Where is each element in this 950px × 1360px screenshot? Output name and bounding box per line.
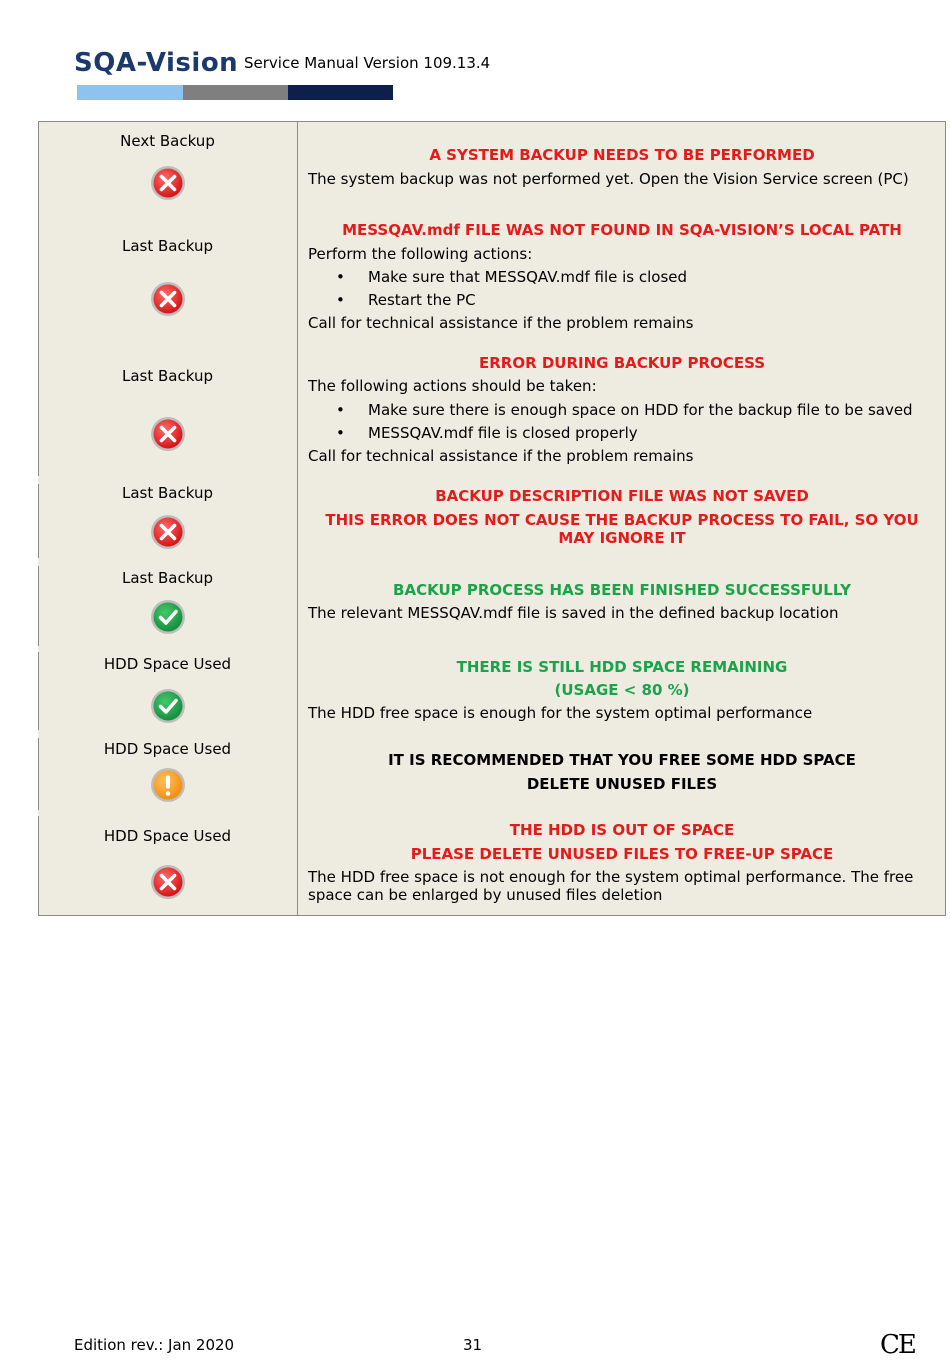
table-row xyxy=(38,810,946,916)
status-label: HDD Space Used xyxy=(103,740,232,758)
table-row xyxy=(38,646,946,730)
table-row xyxy=(38,209,946,344)
status-subtitle: PLEASE DELETE UNUSED FILES TO FREE-UP SPACE xyxy=(410,845,834,863)
status-label: Last Backup xyxy=(122,569,213,587)
status-label: Last Backup xyxy=(122,367,213,385)
manual-version: Service Manual Version 109.13.4 xyxy=(244,54,491,72)
check-icon xyxy=(150,599,186,635)
page-number: 31 xyxy=(463,1336,483,1354)
status-description-line-1: The HDD free space is not enough for the system optimal performance. The free xyxy=(308,868,914,886)
edition-label: Edition rev.: Jan 2020 xyxy=(74,1336,235,1354)
header-bar-dark xyxy=(288,85,393,100)
status-title: THERE IS STILL HDD SPACE REMAINING xyxy=(456,658,788,676)
table-row xyxy=(38,121,946,211)
error-icon xyxy=(150,165,186,201)
table-row xyxy=(38,558,946,647)
status-label: Next Backup xyxy=(120,132,215,150)
status-note-line-2: MAY IGNORE IT xyxy=(558,529,686,547)
error-icon xyxy=(150,416,186,452)
status-description: The system backup was not performed yet. Open the Vision Service screen (PC) xyxy=(308,170,909,188)
list-item: MESSQAV.mdf file is closed properly xyxy=(368,424,638,442)
table-row xyxy=(38,730,946,811)
error-icon xyxy=(150,514,186,550)
status-title: THE HDD IS OUT OF SPACE xyxy=(509,821,735,839)
header-bar-light xyxy=(77,85,183,100)
status-intro: Perform the following actions: xyxy=(308,245,533,263)
ce-mark-icon: CE xyxy=(880,1330,915,1360)
status-title: MESSQAV.mdf FILE WAS NOT FOUND IN SQA-VISION’S LOCAL PATH xyxy=(342,221,902,239)
status-outro: Call for technical assistance if the problem remains xyxy=(308,447,694,465)
status-outro: Call for technical assistance if the problem remains xyxy=(308,314,694,332)
list-item: Restart the PC xyxy=(368,291,476,309)
list-item: Make sure there is enough space on HDD for the backup file to be saved xyxy=(368,401,913,419)
error-icon xyxy=(150,281,186,317)
status-title: BACKUP DESCRIPTION FILE WAS NOT SAVED xyxy=(435,487,809,505)
status-label: Last Backup xyxy=(122,484,213,502)
list-item: Make sure that MESSQAV.mdf file is closed xyxy=(368,268,688,286)
error-icon xyxy=(150,864,186,900)
status-label: Last Backup xyxy=(122,237,213,255)
status-title: BACKUP PROCESS HAS BEEN FINISHED SUCCESSFULLY xyxy=(393,581,851,599)
warning-icon xyxy=(150,767,186,803)
bullet-dot: • xyxy=(336,268,345,286)
status-subtitle: DELETE UNUSED FILES xyxy=(526,775,718,793)
status-note-line-1: THIS ERROR DOES NOT CAUSE THE BACKUP PROCESS TO FAIL, SO YOU xyxy=(325,511,919,529)
bullet-dot: • xyxy=(336,424,345,442)
status-label: HDD Space Used xyxy=(103,655,232,673)
status-description: The HDD free space is enough for the system optimal performance xyxy=(308,704,813,722)
status-title: ERROR DURING BACKUP PROCESS xyxy=(478,354,765,372)
status-description: The relevant MESSQAV.mdf file is saved in the defined backup location xyxy=(308,604,839,622)
status-subtitle: (USAGE < 80 %) xyxy=(554,681,690,699)
header-bar-grey xyxy=(183,85,288,100)
brand-logo: SQA-Vision xyxy=(74,48,239,78)
table-row xyxy=(38,476,946,559)
status-label: HDD Space Used xyxy=(103,827,232,845)
status-intro: The following actions should be taken: xyxy=(308,377,597,395)
status-description-line-2: space can be enlarged by unused files deletion xyxy=(308,886,663,904)
bullet-dot: • xyxy=(336,401,345,419)
status-title: IT IS RECOMMENDED THAT YOU FREE SOME HDD SPACE xyxy=(388,751,856,769)
check-icon xyxy=(150,688,186,724)
bullet-dot: • xyxy=(336,291,345,309)
table-row xyxy=(38,343,946,476)
status-title: A SYSTEM BACKUP NEEDS TO BE PERFORMED xyxy=(429,146,815,164)
